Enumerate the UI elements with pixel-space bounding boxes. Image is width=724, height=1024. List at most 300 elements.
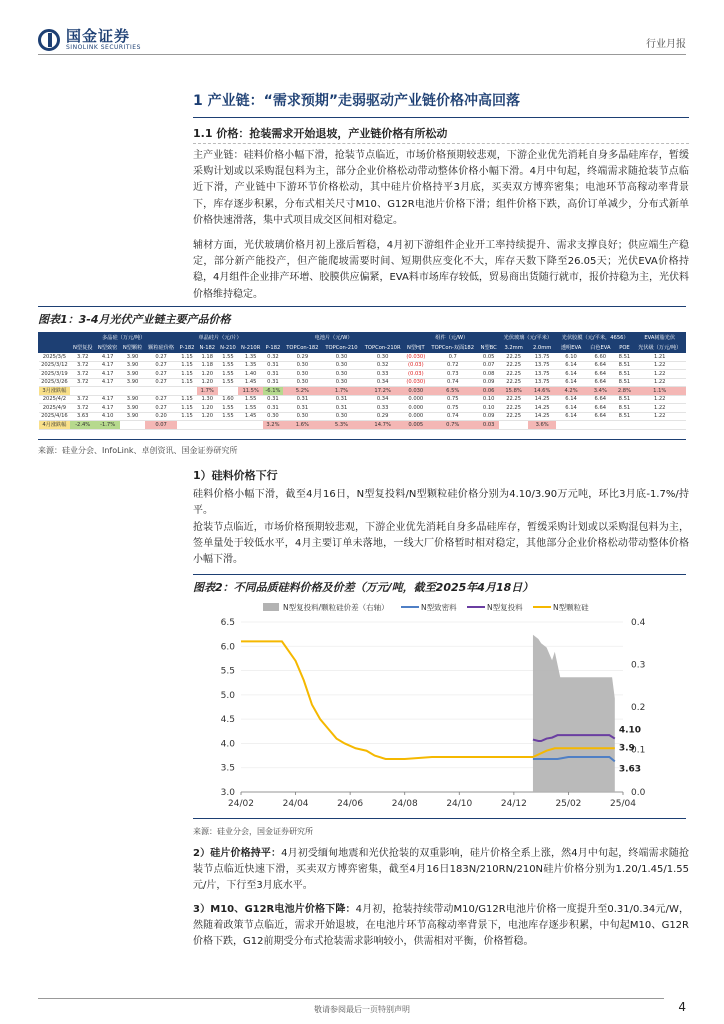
table-cell: 0.000 [404,404,427,413]
table-cell: 1.60 [218,395,239,404]
table-cell: 0.30 [322,370,361,379]
table-cell: 14.25 [528,412,557,421]
table-column-header-cell: N型复投 [70,343,95,353]
table-cell: 1.30 [197,395,218,404]
table-cell: (0.03) [404,370,427,379]
table-row [39,404,686,413]
table-column-header-cell: 光伏级（万元/吨） [634,343,686,353]
table-cell [177,387,197,396]
y-left-tick-label: 3.0 [220,788,235,798]
table-cell: 1.21 [634,353,686,362]
table-cell [218,421,239,430]
table-cell: 6.64 [586,404,615,413]
table-cell: 4月涨跌幅 [39,421,71,430]
table-cell: 1.22 [634,404,686,413]
table-cell [499,421,528,430]
table-cell: 22.25 [499,395,528,404]
legend-swatch [263,603,279,611]
y-right-tick-label: 0.2 [631,703,646,713]
table-cell: 1.20 [197,404,218,413]
table-cell: 0.34 [361,378,404,387]
table-cell: 1.22 [634,370,686,379]
table-cell: 1.55 [218,404,239,413]
table-cell: 8.51 [615,378,634,387]
table-cell: 1.15 [177,370,197,379]
table-cell: 0.75 [427,404,478,413]
table-column-header-cell: N型致密 [95,343,120,353]
subsection-title: 1.1 价格：抢装需求开始退坡，产业链价格有所松动 [193,127,448,140]
table-cell: 3.63 [70,412,95,421]
table-cell: 2025/4/2 [39,395,71,404]
sub2-title: 2）硅片价格持平： [193,848,282,859]
table-cell: 0.33 [361,404,404,413]
table-cell: 0.30 [283,370,322,379]
table-cell: 3.72 [70,395,95,404]
table-cell: 4.10 [95,412,120,421]
table-column-header-cell: POE [615,343,634,353]
table-cell: 6.14 [556,412,585,421]
table-cell: 0.30 [322,353,361,362]
table-cell: 2025/4/16 [39,412,71,421]
table-cell [615,421,634,430]
table-cell: 0.31 [263,378,283,387]
y-right-tick-label: 0.1 [631,745,646,756]
table-cell: 0.31 [283,404,322,413]
table-column-header-cell: 颗粒硅价格 [145,343,177,353]
x-tick-label: 24/10 [446,799,473,809]
figure2-bottom-rule [193,818,686,819]
y-left-tick-label: 4.0 [220,739,235,750]
table-cell: 0.27 [145,404,177,413]
table-cell: 6.64 [586,395,615,404]
table-cell: 3.72 [70,353,95,362]
table-cell: 0.20 [145,412,177,421]
table-cell: 0.27 [145,361,177,370]
table-cell: 6.14 [556,395,585,404]
logo-icon [38,29,60,51]
table-column-header-cell: N-182 [197,343,218,353]
section-divider [193,117,689,118]
table-column-header-cell: N-210 [218,343,239,353]
table-cell: 4.17 [95,353,120,362]
table-cell: 0.7 [427,353,478,362]
table-cell: 1.1% [634,387,686,396]
sub3-paragraph [193,902,689,951]
legend-label: N型复投料 [487,603,523,612]
table-cell: 4.17 [95,361,120,370]
x-tick-label: 24/06 [337,799,364,809]
table-cell: 6.64 [586,378,615,387]
x-tick-label: 24/08 [391,799,418,809]
table-cell: 8.51 [615,412,634,421]
table-cell: 1.45 [238,378,263,387]
y-left-tick-label: 5.5 [220,666,235,677]
table-cell: 0.30 [322,361,361,370]
table-cell: 3.90 [120,353,145,362]
table-cell: 1.20 [197,412,218,421]
table-cell: 1.15 [177,361,197,370]
table-cell [218,387,239,396]
table-cell: 1.15 [177,353,197,362]
table-column-header-cell: 3.2mm [499,343,528,353]
table-cell: 6.14 [556,404,585,413]
table-cell: 2025/3/12 [39,361,71,370]
table-column-header-cell: N-210R [238,343,263,353]
table-row [39,421,686,430]
x-tick-label: 24/02 [228,799,254,809]
table-cell: 5.2% [283,387,322,396]
table-cell: 1.20 [197,378,218,387]
table-cell: 1.55 [218,412,239,421]
table-cell: 0.03 [478,421,499,430]
table-row [39,378,686,387]
table-column-header-cell: P-182 [263,343,283,353]
table-column-header-cell: N型BC [478,343,499,353]
table-cell: 1.55 [218,370,239,379]
table-cell: 0.09 [478,412,499,421]
table-cell: 0.33 [361,370,404,379]
table-cell: (0.03) [404,361,427,370]
table-cell: 13.75 [528,370,557,379]
table-cell: 0.030 [404,387,427,396]
table-cell: 0.74 [427,412,478,421]
table-cell: 6.14 [556,370,585,379]
price-table-grid [38,332,686,430]
table-cell: 4.17 [95,395,120,404]
table-column-header-cell: TOPCon-双面182 [427,343,478,353]
table-cell: 3.72 [70,370,95,379]
table-cell: 2025/3/26 [39,378,71,387]
company-logo [38,28,141,52]
subsection-divider [193,143,689,144]
table-cell: 6.14 [556,361,585,370]
table-cell: 5.3% [322,421,361,430]
table-cell: 3.90 [120,395,145,404]
table-cell: 15.8% [499,387,528,396]
table-cell: 0.30 [263,412,283,421]
table-cell: 0.31 [322,395,361,404]
table-cell: 13.75 [528,378,557,387]
table-cell: 1.22 [634,378,686,387]
table-cell: 1.22 [634,395,686,404]
table-row [39,387,686,396]
table-cell: 1.15 [177,404,197,413]
table-column-header-cell: 2.0mm [528,343,557,353]
table-cell: 1.55 [238,395,263,404]
table-group-header [39,333,686,343]
table-cell: 1.7% [197,387,218,396]
table-cell [95,387,120,396]
table-cell [556,421,585,430]
table-cell: -2.4% [70,421,95,430]
table-cell: 22.25 [499,370,528,379]
table-cell: 1.40 [238,370,263,379]
table-row [39,361,686,370]
section-title: 1 产业链：“需求预期”走弱驱动产业链价格冲高回落 [193,93,521,109]
table-cell: 1.18 [197,353,218,362]
table-group-cell: 单晶硅片（元/片） [177,333,263,343]
table-cell: 22.25 [499,353,528,362]
table-cell: 0.27 [145,353,177,362]
table-cell: 0.32 [361,361,404,370]
table-cell: 3.72 [70,361,95,370]
table-column-header-cell: N型颗粒 [120,343,145,353]
table-cell: 0.27 [145,378,177,387]
table-column-header [39,343,686,353]
table-cell [586,421,615,430]
table-cell: 2.8% [615,387,634,396]
table-cell: 13.75 [528,353,557,362]
table-cell: 0.30 [283,361,322,370]
table-cell: 0.32 [263,353,283,362]
table-cell: 3.72 [70,404,95,413]
table-cell: 0.30 [322,412,361,421]
table-cell: 6.64 [586,412,615,421]
table-cell: 8.51 [615,361,634,370]
table-cell: 0.08 [478,370,499,379]
table-cell: 8.51 [615,370,634,379]
sub2-paragraph [193,846,689,895]
sub1-title: 1）硅料价格下行 [193,469,278,482]
table-cell: 0.005 [404,421,427,430]
table-group-cell: 光伏玻璃（元/平米） [499,333,556,343]
table-cell: 14.7% [361,421,404,430]
table-group-cell [39,333,71,343]
table-cell: 0.10 [478,395,499,404]
legend-label: N型复投料/颗粒硅价差（右轴） [283,603,389,612]
end-value-label: 3.63 [618,764,642,775]
x-tick-label: 24/04 [282,799,309,809]
table-cell: 11.5% [238,387,263,396]
table-group-cell: 电池片（元/W） [263,333,404,343]
x-tick-label: 24/12 [500,799,527,809]
x-tick-label: 25/02 [555,799,582,809]
table-cell: 8.51 [615,353,634,362]
table-cell: 1.15 [177,412,197,421]
sub2-text: 4月初受缅甸地震和光伏抢装的双重影响，硅片价格全系上涨，然4月中旬起，终端需求随抢装节点临近快速下滑，买卖双方博弈密集，截至4月16日183N/210RN/210N硅片价格分别为1.20/1.45/1.55元/片，下行至3月底水平。 [193,848,689,892]
table-column-header-cell: 透明EVA [556,343,585,353]
table-cell: -1.7% [95,421,120,430]
table-cell: 3.90 [120,361,145,370]
table-cell: 0.34 [361,395,404,404]
table-cell: 1.15 [177,395,197,404]
silicon-price-chart [193,600,693,818]
table-cell: 1.20 [197,370,218,379]
table-cell: 0.27 [145,370,177,379]
table-cell: 3.90 [120,404,145,413]
table-cell [70,387,95,396]
table-cell: 6.64 [586,370,615,379]
table-cell: (0.030) [404,378,427,387]
table-cell: 0.27 [145,395,177,404]
table-cell: 1.15 [177,378,197,387]
table-body [39,353,686,430]
figure1-bottom-rule [38,439,686,440]
series-area-spread [533,635,615,792]
table-row [39,353,686,362]
table-cell [177,421,197,430]
table-cell: 3.90 [120,412,145,421]
table-cell: 0.7% [427,421,478,430]
x-tick-label: 25/04 [610,799,636,809]
table-cell: 0.31 [263,404,283,413]
price-table [38,332,686,432]
table-cell: 6.14 [556,378,585,387]
table-cell: 0.10 [478,404,499,413]
table-cell: 3.2% [263,421,283,430]
table-cell: 0.29 [361,412,404,421]
table-cell: 6.5% [427,387,478,396]
table-cell: 13.75 [528,361,557,370]
table-cell: 0.000 [404,395,427,404]
sub1-paragraph-1: 硅料价格小幅下滑，截至4月16日，N型复投料/N型颗粒硅价格分别为4.10/3.90万元吨，环比3月底-1.7%/持平。 [193,489,689,517]
chart-svg [193,600,693,818]
table-cell: 1.35 [238,353,263,362]
table-cell: 1.55 [218,378,239,387]
table-cell: 8.51 [615,395,634,404]
table-cell: 1.22 [634,361,686,370]
table-cell [634,421,686,430]
table-cell: 3.90 [120,370,145,379]
figure2-source: 来源：硅业分会，国金证券研究所 [193,827,313,836]
table-cell: 22.25 [499,361,528,370]
header-divider [38,54,686,55]
table-cell: 22.25 [499,412,528,421]
legend-label: N型颗粒硅 [553,603,589,612]
table-cell: 0.31 [263,395,283,404]
paragraph-auxiliary: 辅材方面，光伏玻璃价格月初上涨后暂稳，4月初下游组件企业开工率持续提升、需求支撑良好；供应端生产稳定，部分新产能投产，但产能爬坡需要时间、短期供应变化不大，库存天数下降至26.05天；光伏EVA价格持稳，4月组件企业排产环增、胶膜供应偏紧，EVA料市场库存较低，贸易商出货随行就市，报价持稳为主，光伏料价格维持稳定。 [193,240,689,300]
table-cell: 0.73 [427,370,478,379]
table-cell: 0.07 [478,361,499,370]
table-cell: 1.55 [218,353,239,362]
table-cell: 1.35 [238,361,263,370]
table-group-cell: 组件（元/W） [404,333,499,343]
table-cell: 3.72 [70,378,95,387]
y-right-tick-label: 0.0 [631,788,646,798]
table-group-cell: 多晶硅（万元/吨） [70,333,177,343]
table-cell: 0.31 [263,361,283,370]
table-cell: 0.74 [427,378,478,387]
figure2-title: 图表2：不同品质硅料价格及价差（万元/吨，截至2025年4月18日） [193,574,686,594]
y-left-tick-label: 6.0 [220,642,235,653]
table-cell: 0.30 [322,378,361,387]
table-cell: 0.000 [404,412,427,421]
table-cell: 3.90 [120,378,145,387]
table-column-header-cell: 白色EVA [586,343,615,353]
footer-disclaimer: 敬请参阅最后一页特别声明 [314,1005,410,1014]
table-cell: 1.18 [197,361,218,370]
table-cell: 2025/3/19 [39,370,71,379]
table-group-cell: EVA树脂光伏 [634,333,686,343]
y-left-tick-label: 3.5 [220,763,235,774]
table-column-header-cell: TOPCon-182 [283,343,322,353]
table-row [39,370,686,379]
table-cell: 2025/4/9 [39,404,71,413]
y-right-tick-label: 0.4 [631,618,646,628]
table-column-header-cell: N型HJT [404,343,427,353]
table-cell: 4.17 [95,404,120,413]
y-left-tick-label: 5.0 [220,690,235,701]
table-cell: 4.17 [95,370,120,379]
table-column-header-cell: P-182 [177,343,197,353]
table-cell: 1.55 [218,361,239,370]
table-column-header-cell: TOPCon-210R [361,343,404,353]
table-cell: 6.10 [556,353,585,362]
sub1-paragraph-2: 抢装节点临近，市场价格预期较悲观，下游企业优先消耗自身多晶硅库存，暂缓采购计划或以采购混包料为主，签单量处于较低水平，4月主要订单未落地，一线大厂价格暂时相对稳定，其他部分企业价格松动带动整体价格小幅下滑。 [193,522,689,566]
table-cell: 3.4% [586,387,615,396]
footer-divider [38,998,664,999]
table-cell: 14.25 [528,395,557,404]
table-cell: 6.64 [586,361,615,370]
end-value-label: 3.9 [618,743,635,754]
table-cell: 22.25 [499,378,528,387]
table-cell: 3月涨跌幅 [39,387,71,396]
legend-label: N型致密料 [421,603,457,612]
table-cell: -6.1% [263,387,283,396]
table-cell [145,387,177,396]
doc-type: 行业月报 [646,39,686,50]
end-value-label: 4.10 [618,725,642,736]
table-cell [197,421,218,430]
logo-en: SINOLINK SECURITIES [66,44,141,51]
table-group-cell: 光伏胶膜（元/平米，4656） [556,333,634,343]
table-cell: 4.2% [556,387,585,396]
table-cell: 1.45 [238,412,263,421]
table-cell: 4.17 [95,378,120,387]
table-cell: 1.7% [322,387,361,396]
table-cell: 0.30 [283,412,322,421]
table-cell: 3.6% [528,421,557,430]
paragraph-main-chain: 主产业链：硅料价格小幅下滑，抢装节点临近，市场价格预期较悲观，下游企业优先消耗自身多晶硅库存，暂缓采购计划或以采购混包料为主，部分企业价格松动带动整体价格小幅下滑。4月中旬起，终端需求随抢装节点临近下滑，产业链中下游环节价格松动，其中硅片价格持平3月底，买卖双方博弈密集；电池环节高稼动率背景下，库存逐步积累，分布式相关尺寸M10、G12R电池片价格下滑；组件价格下跌，高价订单减少，分布式新单价格快速滑落，集中式项目成交区间相对稳定。 [193,150,689,226]
y-left-tick-label: 4.5 [220,715,235,726]
table-row [39,395,686,404]
table-column-header-cell [39,343,71,353]
table-cell: 1.55 [238,404,263,413]
figure1-source: 来源：硅业分会、InfoLink、卓创资讯、国金证券研究所 [38,446,238,455]
table-cell: (0.030) [404,353,427,362]
table-cell: 0.29 [283,353,322,362]
page-number: 4 [678,1000,686,1014]
table-cell: 14.25 [528,404,557,413]
table-cell: 0.07 [145,421,177,430]
table-cell [120,421,145,430]
table-cell: 0.31 [283,395,322,404]
table-cell: 1.6% [283,421,322,430]
y-right-tick-label: 0.3 [631,660,646,671]
sub3-title: 3）M10、G12R电池片价格下降： [193,904,356,915]
table-cell [238,421,263,430]
y-left-tick-label: 6.5 [220,618,235,628]
table-row [39,412,686,421]
table-cell [120,387,145,396]
table-cell: 17.2% [361,387,404,396]
table-cell: 0.09 [478,378,499,387]
table-cell: 14.6% [528,387,557,396]
table-column-header-cell: TOPCon-210 [322,343,361,353]
table-cell: 0.30 [361,353,404,362]
table-cell: 8.51 [615,404,634,413]
table-cell: 0.75 [427,395,478,404]
logo-cn: 国金证券 [66,27,131,45]
table-cell: 0.30 [283,378,322,387]
table-cell: 0.31 [322,404,361,413]
table-cell: 2025/3/5 [39,353,71,362]
table-cell: 0.72 [427,361,478,370]
table-cell: 1.22 [634,412,686,421]
sub3-text: 4月初，抢装持续带动M10/G12R电池片价格一度提升至0.31/0.34元/W，然随着政策节点临近，需求开始退坡，在电池片环节高稼动率背景下，电池库存逐步积累，中旬起M10、G12R价格下跌，G12前期受分布式抢装需求影响较小，供需相对平衡，价格暂稳。 [193,904,689,948]
table-cell: 0.05 [478,353,499,362]
table-cell: 22.25 [499,404,528,413]
